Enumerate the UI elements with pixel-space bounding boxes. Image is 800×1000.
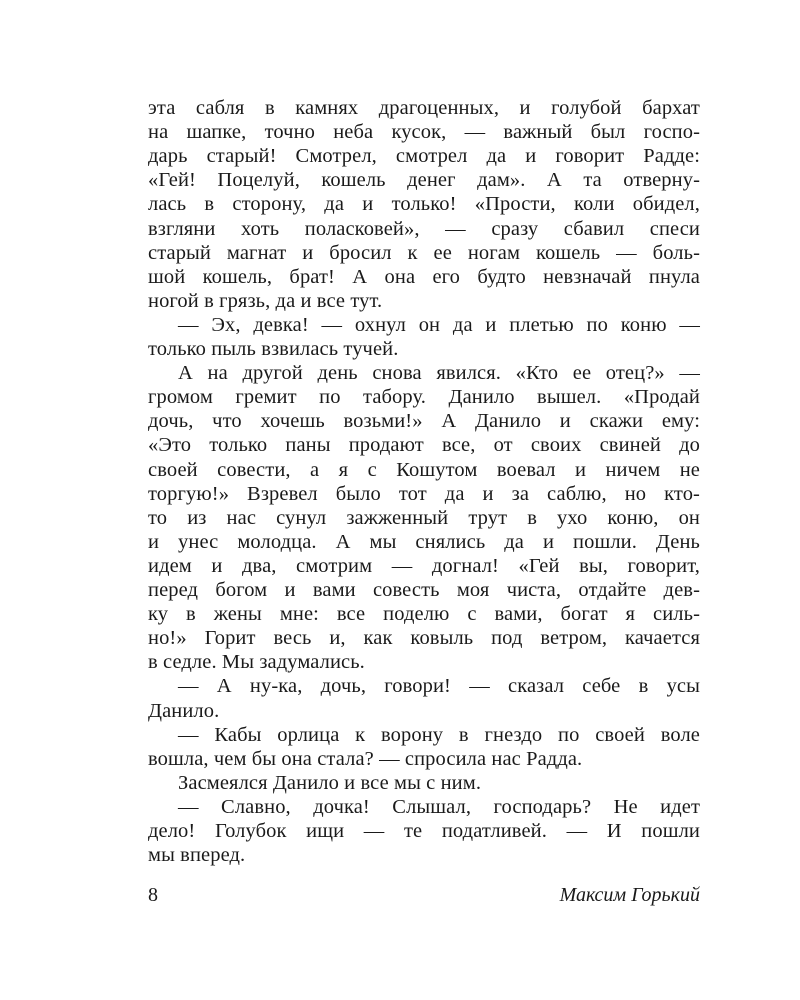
text-line: только пыль взвилась тучей. [148, 338, 399, 360]
text-line: старый магнат и бросил к ее ногам кошель — боль- [148, 241, 700, 264]
text-line: ку в жены мне: все поделю с вами, богат я силь- [148, 603, 700, 626]
text-line: лась в сторону, да и только! «Прости, коли обидел, [148, 193, 700, 216]
text-line: но!» Горит весь и, как ковыль под ветром, качается [148, 627, 700, 650]
text-line: дочь, что хочешь возьми!» А Данило и скажи ему: [148, 410, 700, 433]
text-line: дарь старый! Смотрел, смотрел да и говорит Радде: [148, 145, 700, 168]
running-title-author: Максим Горький [559, 884, 700, 906]
text-line: в седле. Мы задумались. [148, 651, 365, 674]
text-line: и унес молодца. А мы снялись да и пошли. День [148, 530, 700, 553]
page-number: 8 [148, 884, 158, 906]
text-line: А на другой день снова явился. «Кто ее отец?» — [178, 362, 700, 385]
text-line: мы вперед. [148, 844, 246, 867]
text-line: «Это только паны продают все, от своих свиней до [148, 434, 700, 457]
text-line: взгляни хоть поласковей», — сразу сбавил спеси [148, 217, 700, 240]
text-line: Засмеялся Данило и все мы с ним. [178, 771, 482, 794]
text-line: на шапке, точно неба кусок, — важный был госпо- [148, 121, 700, 144]
text-line: — Эх, девка! — охнул он да и плетью по коню — [178, 313, 700, 336]
text-line: — Кабы орлица к ворону в гнездо по своей воле [178, 723, 700, 746]
text-line: перед богом и вами совесть моя чиста, отдайте дев- [148, 579, 700, 601]
text-line: Данило. [148, 699, 220, 722]
text-line: шой кошель, брат! А она его будто невзначай пнула [148, 265, 700, 288]
text-line: эта сабля в камнях драгоценных, и голубой бархат [148, 97, 700, 119]
text-line: вошла, чем бы она стала? — спросила нас Радда. [148, 747, 583, 770]
text-line: — Славно, дочка! Слышал, господарь? Не идет [178, 795, 700, 818]
text-line: дело! Голубок ищи — те податливей. — И пошли [148, 820, 700, 842]
text-line: идем и два, смотрим — догнал! «Гей вы, говорит, [148, 554, 700, 577]
text-line: — А ну-ка, дочь, говори! — сказал себе в усы [178, 675, 700, 698]
text-line: громом гремит по табору. Данило вышел. «Продай [148, 386, 700, 409]
text-line: «Гей! Поцелуй, кошель денег дам». А та отверну- [148, 169, 700, 192]
text-line: торгую!» Взревел было тот да и за саблю, но кто- [148, 482, 700, 505]
text-line: то из нас сунул зажженный трут в ухо коню, он [148, 506, 700, 529]
text-line: своей совести, а я с Кошутом воевал и ничем не [148, 458, 700, 481]
text-line: ногой в грязь, да и все тут. [148, 289, 383, 312]
